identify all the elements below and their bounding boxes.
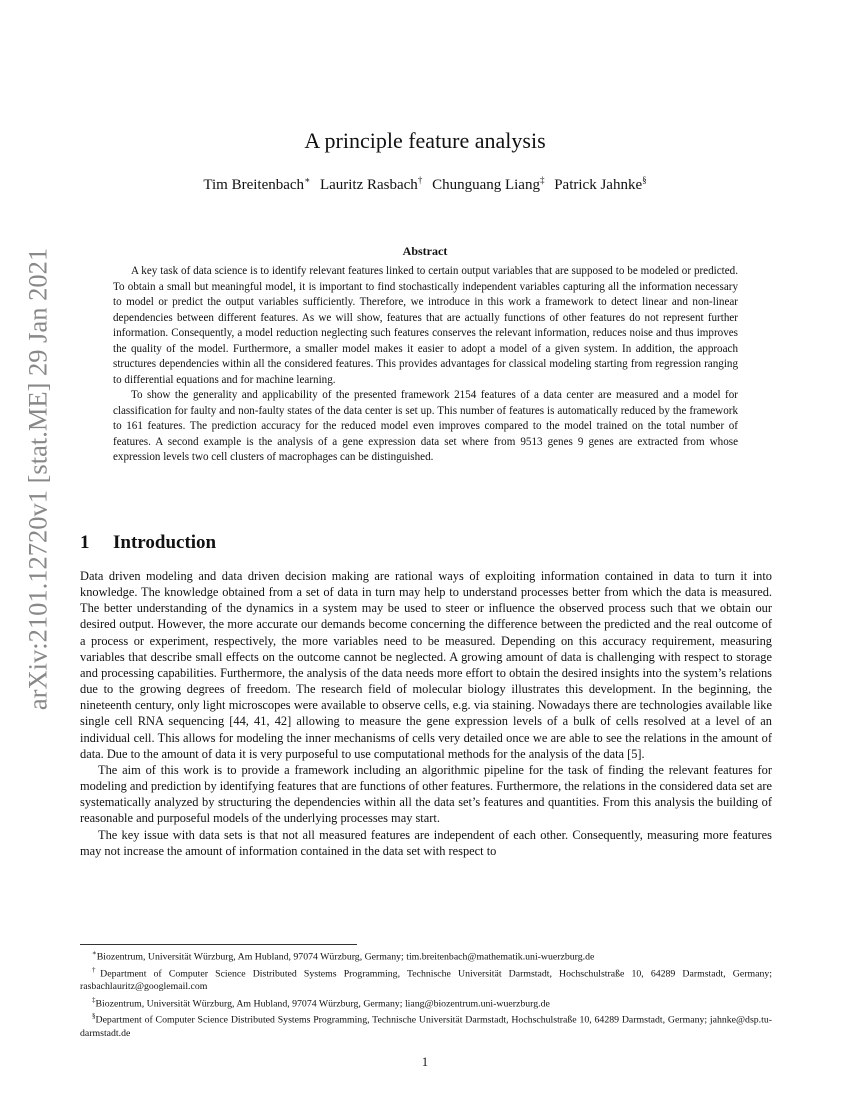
section-title: Introduction [113,532,217,553]
page-number: 1 [421,1055,429,1069]
section-number: 1 [80,532,90,553]
footnote: †Department of Computer Science Distributed Systems Programming, Technische Universität Darmstadt, Hochschulstraße 10, 64289 Darmstadt, Germany; rasbachlauritz@googlemail.com [80,965,772,993]
footnote-rule [80,944,357,945]
body-paragraph: Data driven modeling and data driven decision making are rational ways of exploiting information contained in data to turn it into knowledge. The knowledge obtained from a set of data in turn may help to understand processes better from which the data is measured. The better understanding of the dynamics in a system may be used to steer or influence the observed process such that we obtain our desired output. However, the more accurate our demands become concerning the difference between the predicted and the real outcome of a process or experiment, respectively, the more variables need to be measured. Depending on this accuracy requirement, measuring variables that describe small effects on the outcome cannot be neglected. A growing amount of data is challenging with respect to storage and processing capabilities. Furthermore, the analysis of the data needs more effort to obtain the desired insights into the system’s relations due to the growing degrees of freedom. The research field of molecular biology illustrates this development. In the beginning, the nineteenth century, only light microscopes were available to observe cells, e.g. via staining. Nowadays there are technologies available like single cell RNA sequencing [44, 41, 42] allowing to measure the gene expression levels of a bulk of cells resolved at a level of an individual cell. This allows for modeling the inner mechanisms of cells very detailed once we are able to see the relations in the amount of data. Due to the amount of data it is very purposeful to use computational methods for the analysis of the data [5]. [80,569,772,761]
author: Tim Breitenbach∗ [203,175,311,193]
author-list [0,175,850,194]
arxiv-identifier: arXiv:2101.12720v1 [stat.ME] 29 Jan 2021 [22,247,53,711]
arxiv-sidebar-stamp [4,247,72,711]
footnotes [80,947,772,1041]
footnote: §Department of Computer Science Distributed Systems Programming, Technische Universität Darmstadt, Hochschulstraße 10, 64289 Darmstadt, Germany; jahnke@dsp.tu-darmstadt.de [80,1012,772,1040]
author: Patrick Jahnke§ [554,175,647,193]
section-heading [80,532,216,554]
abstract-paragraph: To show the generality and applicability of the presented framework 2154 features of a data center are measured and a model for classification for faulty and non-faulty states of the data center is set up. This number of features is automatically reduced by the framework to 161 features. The prediction accuracy for the reduced model even improves compared to the model trained on the total number of features. A second example is the analysis of a gene expression data set where from 9513 genes 9 genes are extracted from whose expression levels two cell clusters of macrophages can be distinguished. [113,389,738,463]
body-paragraph: The aim of this work is to provide a framework including an algorithmic pipeline for the task of finding the relevant features for modeling and prediction by identifying features that are functions of other features. Furthermore, the relations in the considered data set are systematically analyzed by structuring the dependencies within all the data set’s features and quantities. From this analysis the building of reasonable and purposeful models of the underlying processes may start. [80,762,772,826]
author: Lauritz Rasbach† [319,175,423,193]
body-paragraph: The key issue with data sets is that not all measured features are independent of each other. Consequently, measuring more features may not increase the amount of information contained in the data set with respect to [80,827,772,858]
abstract-heading: Abstract [402,244,448,258]
abstract [113,264,738,466]
paper-title: A principle feature analysis [304,128,546,153]
footnote: ‡Biozentrum, Universität Würzburg, Am Hubland, 97074 Würzburg, Germany; liang@biozentrum.uni-wuerzburg.de [92,995,550,1010]
footnote: ∗Biozentrum, Universität Würzburg, Am Hubland, 97074 Würzburg, Germany; tim.breitenbach@mathematik.uni-wuerzburg.de [92,949,595,963]
abstract-paragraph: A key task of data science is to identify relevant features linked to certain output variables that are supposed to be modeled or predicted. To obtain a small but meaningful model, it is important to find stochastically independent variables capturing all the information necessary to model or predict the output variables sufficiently. Therefore, we introduce in this work a framework to detect linear and non-linear dependencies between different features. As we will show, features that are actually functions of other features do not represent further information. Consequently, a model reduction neglecting such features conserves the relevant information, reduces noise and thus improves the quality of the model. Furthermore, a smaller model makes it easier to adopt a model of a given system. In addition, the approach structures dependencies within all the considered features. This provides advantages for classical modeling starting from regression ranging to differential equations and for machine learning. [113,265,738,386]
body-text [80,568,772,859]
author: Chunguang Liang‡ [432,175,545,193]
